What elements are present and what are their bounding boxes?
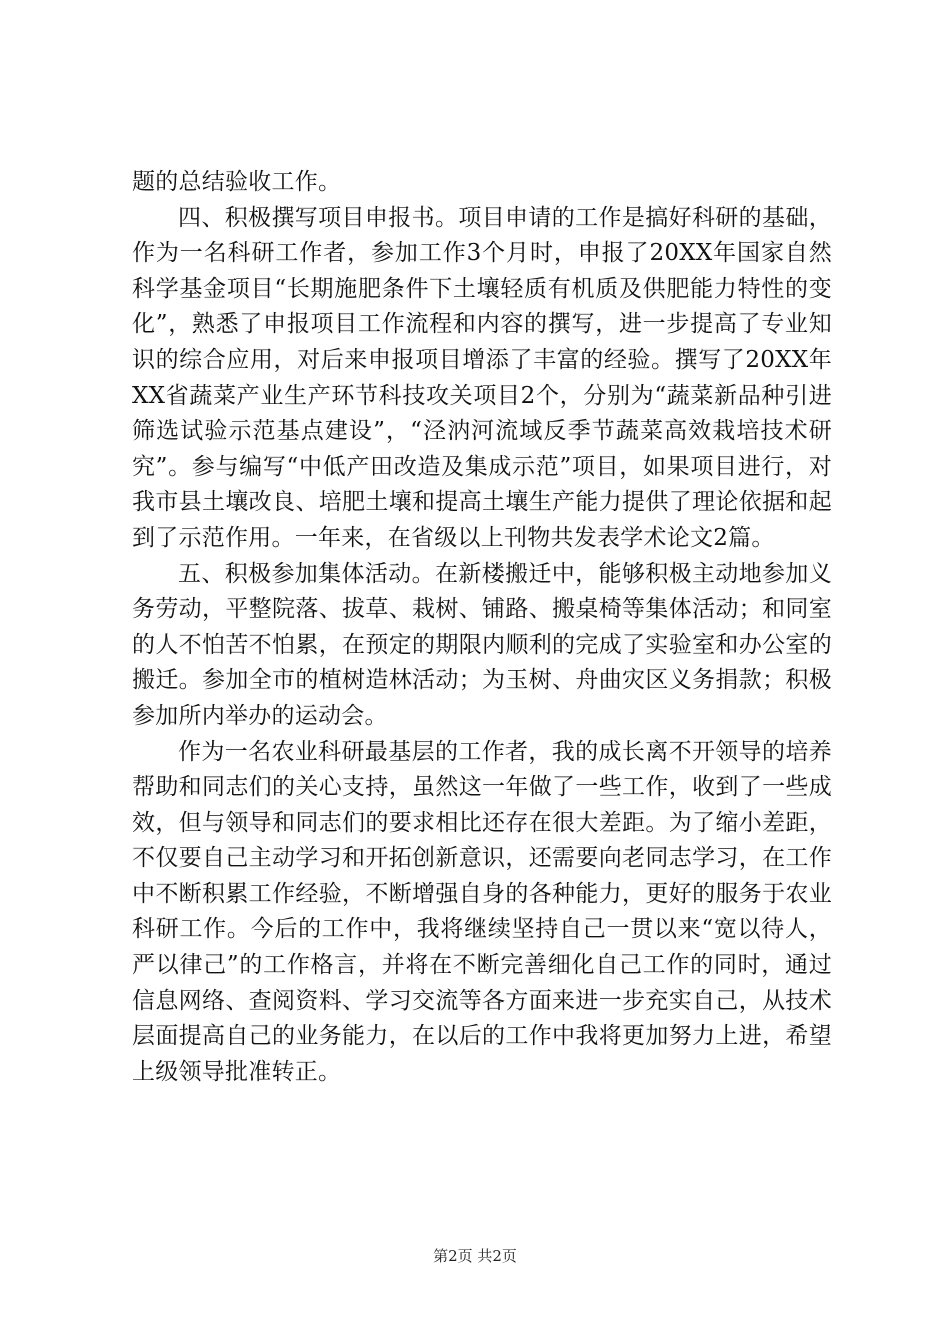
paragraph-project-applications: 四、积极撰写项目申报书。项目申请的工作是搞好科研的基础，作为一名科研工作者，参加工作3个月时，申报了20XX年国家自然科学基金项目“长期施肥条件下土壤轻质有机质及供肥能力特性的变化”，熟悉了申报项目工作流程和内容的撰写，进一步提高了专业知识的综合应用，对后来申报项目增添了丰富的经验。撰写了20XX年XX省蔬菜产业生产环节科技攻关项目2个，分别为“蔬菜新品种引进筛选试验示范基点建设”，“泾汭河流域反季节蔬菜高效栽培技术研究”。参与编写“中低产田改造及集成示范”项目，如果项目进行，对我市县土壤改良、培肥土壤和提高土壤生产能力提供了理论依据和起到了示范作用。一年来，在省级以上刊物共发表学术论文2篇。: [132, 204, 832, 551]
document-body: [132, 165, 832, 1090]
paragraph-conclusion: 作为一名农业科研最基层的工作者，我的成长离不开领导的培养帮助和同志们的关心支持，虽然这一年做了一些工作，收到了一些成效，但与领导和同志们的要求相比还存在很大差距。为了缩小差距，不仅要自己主动学习和开拓创新意识，还需要向老同志学习，在工作中不断积累工作经验，不断增强自身的各种能力，更好的服务于农业科研工作。今后的工作中，我将继续坚持自己一贯以来“宽以待人，严以律己”的工作格言，并将在不断完善细化自己工作的同时，通过信息网络、查阅资料、学习交流等各方面来进一步充实自己，从技术层面提高自己的业务能力，在以后的工作中我将更加努力上进，希望上级领导批准转正。: [132, 738, 832, 1085]
paragraph-collective-activities: 五、积极参加集体活动。在新楼搬迁中，能够积极主动地参加义务劳动，平整院落、拔草、栽树、铺路、搬桌椅等集体活动；和同室的人不怕苦不怕累，在预定的期限内顺利的完成了实验室和办公室的搬迁。参加全市的植树造林活动；为玉树、舟曲灾区义务捐款；积极参加所内举办的运动会。: [132, 560, 832, 729]
page-number-footer: 第2页 共2页: [433, 1247, 517, 1265]
paragraph-continuation: 题的总结验收工作。: [132, 169, 342, 195]
